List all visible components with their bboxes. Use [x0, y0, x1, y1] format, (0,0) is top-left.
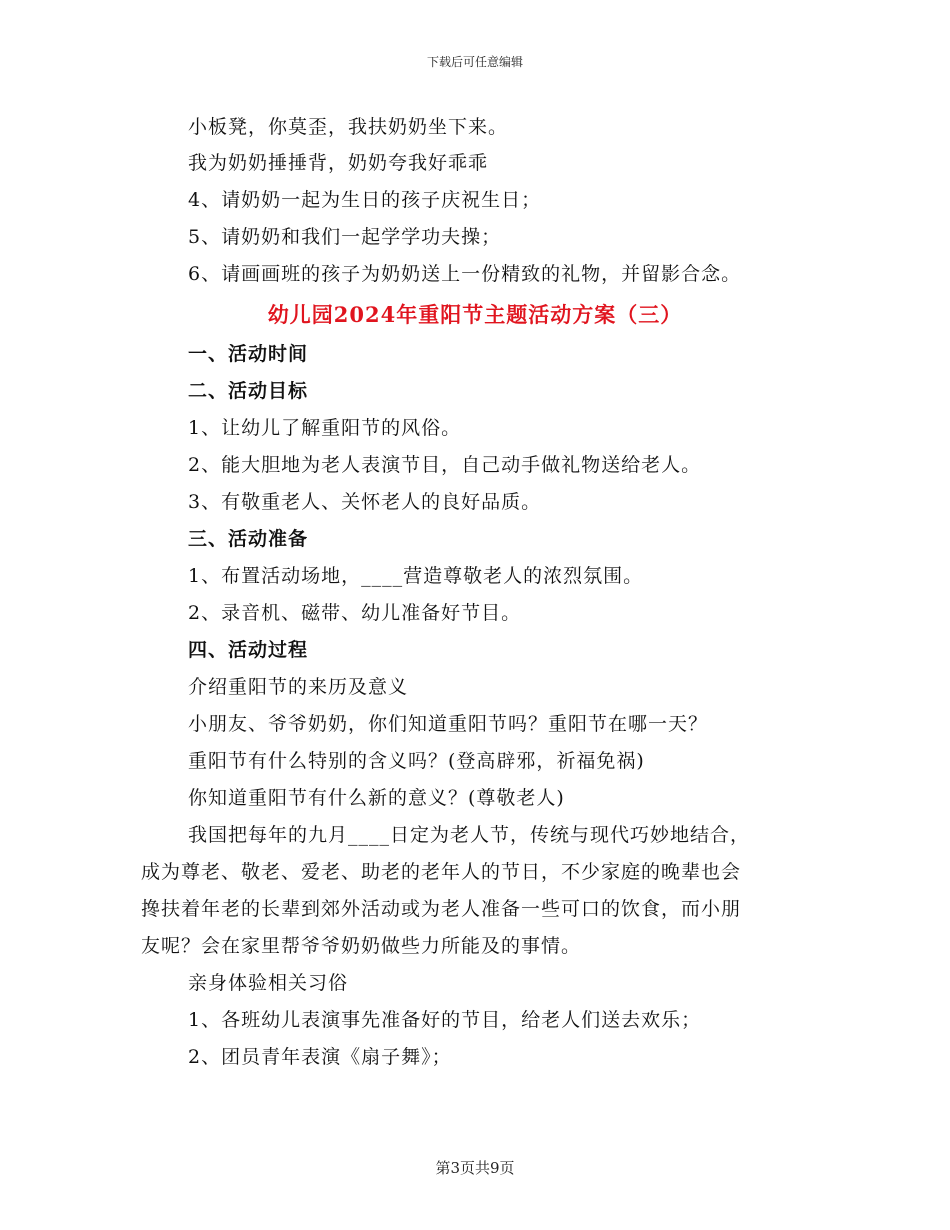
- heading-activity-process: 四、活动过程: [188, 639, 309, 661]
- list-item: 2、团员青年表演《扇子舞》；: [188, 1046, 452, 1068]
- body-line: 小朋友、爷爷奶奶，你们知道重阳节吗？重阳节在哪一天？: [188, 713, 709, 735]
- body-line: 介绍重阳节的来历及意义: [188, 676, 409, 698]
- list-item: 1、各班幼儿表演事先准备好的节目，给老人们送去欢乐；: [188, 1009, 702, 1031]
- body-line: 你知道重阳节有什么新的意义？(尊敬老人): [188, 787, 565, 809]
- paragraph-line: 友呢？会在家里帮爷爷奶奶做些力所能及的事情。: [141, 935, 582, 957]
- paragraph-line: 成为尊老、敬老、爱老、助老的老年人的节日，不少家庭的晚辈也会: [141, 861, 742, 883]
- heading-activity-goals: 二、活动目标: [188, 380, 309, 402]
- list-item: 1、布置活动场地，____营造尊敬老人的浓烈氛围。: [188, 565, 644, 587]
- list-item: 2、录音机、磁带、幼儿准备好节目。: [188, 602, 522, 624]
- list-item: 3、有敬重老人、关怀老人的良好品质。: [188, 491, 542, 513]
- body-line: 亲身体验相关习俗: [188, 972, 349, 994]
- body-line: 我为奶奶捶捶背，奶奶夸我好乖乖: [188, 152, 489, 174]
- paragraph-line: 我国把每年的九月____日定为老人节，传统与现代巧妙地结合，: [188, 824, 751, 846]
- body-line: 小板凳，你莫歪，我扶奶奶坐下来。: [188, 116, 509, 138]
- list-item: 6、请画画班的孩子为奶奶送上一份精致的礼物，并留影合念。: [188, 263, 742, 285]
- page-header: 下载后可任意编辑: [426, 55, 523, 69]
- page-footer: 第3页共9页: [435, 1159, 515, 1177]
- section-title: 幼儿园2024年重阳节主题活动方案（三）: [267, 302, 683, 327]
- list-item: 5、请奶奶和我们一起学学功夫操；: [188, 226, 502, 248]
- list-item: 2、能大胆地为老人表演节目，自己动手做礼物送给老人。: [188, 454, 702, 476]
- list-item: 4、请奶奶一起为生日的孩子庆祝生日；: [188, 189, 542, 211]
- heading-activity-time: 一、活动时间: [188, 343, 309, 365]
- paragraph-line: 搀扶着年老的长辈到郊外活动或为老人准备一些可口的饮食，而小朋: [141, 898, 742, 920]
- heading-activity-prep: 三、活动准备: [188, 528, 309, 550]
- list-item: 1、让幼儿了解重阳节的风俗。: [188, 417, 462, 439]
- body-line: 重阳节有什么特别的含义吗？(登高辟邪，祈福免祸): [188, 750, 645, 772]
